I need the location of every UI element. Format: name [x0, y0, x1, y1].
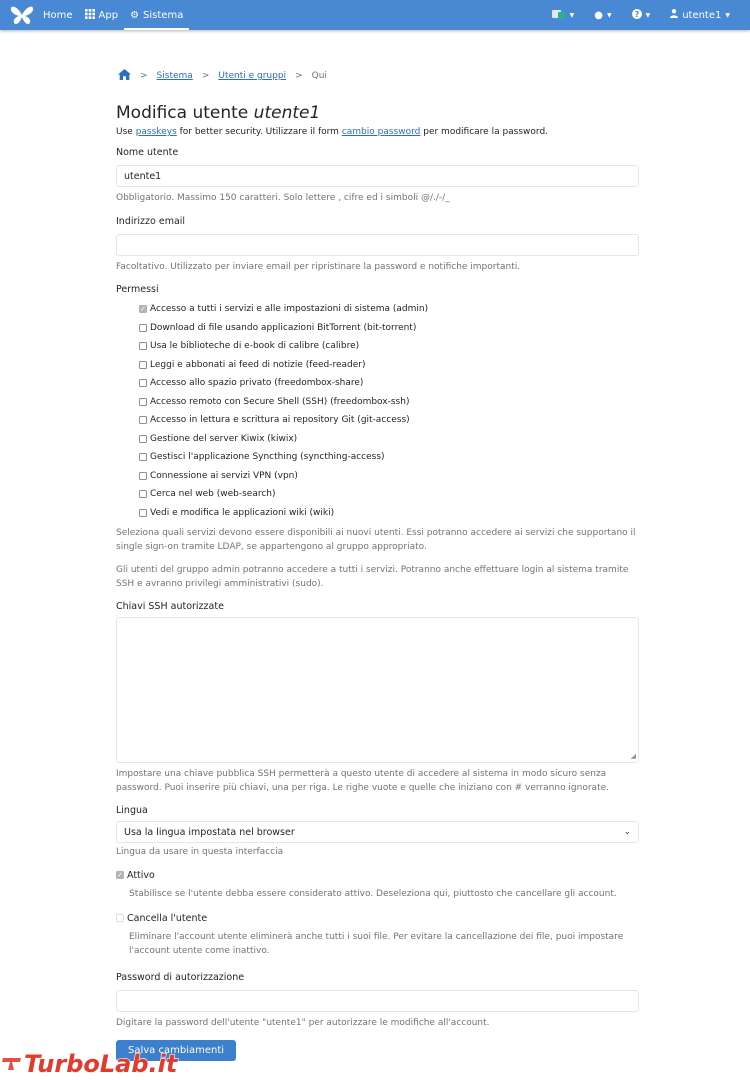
nav-home[interactable]: Home [43, 9, 73, 21]
permission-checkbox[interactable] [139, 379, 147, 387]
active-checkbox-row[interactable]: ✓ Attivo [117, 869, 155, 881]
active-help: Stabilisce se l'utente debba essere considerato attivo. Deseleziona qui, piuttosto che cancellare gli account. [129, 888, 617, 899]
auth-password-input[interactable] [116, 990, 639, 1012]
home-icon[interactable] [118, 69, 131, 84]
permission-checkbox[interactable] [139, 398, 147, 406]
breadcrumb-current: Qui [311, 71, 327, 81]
active-checkbox[interactable]: ✓ [117, 871, 123, 879]
dot-icon: ● [594, 9, 603, 21]
breadcrumb-users-groups[interactable]: Utenti e gruppi [218, 71, 287, 81]
permission-item[interactable] [139, 300, 639, 319]
permission-item[interactable] [139, 467, 639, 486]
permission-item[interactable] [139, 374, 639, 393]
permission-checkbox[interactable] [139, 472, 147, 480]
permission-label: Accesso in lettura e scrittura ai repository Git (git-access) [150, 415, 410, 426]
ssh-keys-textarea[interactable] [116, 617, 639, 763]
nav-apps[interactable]: App [79, 0, 125, 30]
ssh-keys-help: Impostare una chiave pubblica SSH permetterà a questo utente di accedere al sistema in modo sicuro senza password. Puoi inserire più chiavi, una per riga. Le righe vuote e quelle che iniziano con # verranno ignorate. [116, 769, 609, 793]
email-help: Facoltativo. Utilizzato per inviare email per ripristinare la password e notifiche importanti. [116, 261, 521, 272]
permission-checkbox[interactable] [139, 342, 147, 350]
svg-text:?: ? [634, 9, 639, 19]
user-menu[interactable]: utente1 ▼ [660, 0, 740, 30]
chevron-down-icon: ▼ [606, 11, 612, 19]
nav-system[interactable]: ⚙ Sistema [124, 0, 189, 30]
permission-item[interactable] [139, 393, 639, 412]
freedombox-logo-icon[interactable] [9, 4, 35, 26]
permission-label: Vedi e modifica le applicazioni wiki (wiki) [150, 507, 335, 518]
chevron-down-icon: ▼ [569, 11, 575, 19]
grid-icon [85, 9, 95, 22]
permissions-help-1: Seleziona quali servizi devono essere disponibili ai nuovi utenti. Essi potranno accedere ai servizi che supportano il single sign-on tramite LDAP, se appartengono al gruppo appropriato. [116, 528, 636, 552]
permission-label: Accesso remoto con Secure Shell (SSH) (freedombox-ssh) [150, 396, 410, 407]
permissions-label: Permessi [116, 284, 159, 295]
main-content [116, 68, 639, 1061]
ssh-keys-label: Chiavi SSH autorizzate [116, 601, 224, 612]
permission-label: Connessione ai servizi VPN (vpn) [150, 470, 298, 481]
permission-item[interactable] [139, 485, 639, 504]
permission-item[interactable] [139, 337, 639, 356]
permission-item[interactable] [139, 319, 639, 338]
top-navbar [0, 0, 750, 30]
permission-label: Gestisci l'applicazione Syncthing (syncthing-access) [150, 452, 385, 463]
notification-icon [552, 9, 566, 22]
passkeys-link[interactable]: passkeys [135, 127, 177, 137]
permission-checkbox[interactable] [139, 490, 147, 498]
permission-checkbox[interactable] [139, 435, 147, 443]
permission-label: Gestione del server Kiwix (kiwix) [150, 433, 298, 444]
watermark-text: TurboLab.it [24, 1050, 178, 1078]
permission-label: Usa le biblioteche di e-book di calibre (calibre) [150, 341, 360, 352]
email-label: Indirizzo email [116, 215, 186, 227]
permission-label: Accesso a tutti i servizi e alle impostazioni di sistema (admin) [150, 304, 429, 315]
permission-item[interactable] [139, 430, 639, 449]
permission-item[interactable] [139, 356, 639, 375]
permission-checkbox[interactable] [139, 361, 147, 369]
permission-checkbox[interactable]: ✓ [140, 305, 146, 314]
permission-item[interactable] [139, 448, 639, 467]
save-changes-button[interactable]: Salva cambiamenti [116, 1040, 236, 1061]
help-icon [632, 9, 642, 22]
permission-item[interactable] [139, 504, 639, 523]
status-menu[interactable] [584, 0, 621, 30]
gear-icon: ⚙ [130, 9, 140, 21]
navbar-right [542, 0, 750, 30]
permission-checkbox[interactable] [139, 416, 147, 424]
permission-label: Download di file usando applicazioni BitTorrent (bit-torrent) [150, 322, 417, 333]
email-input[interactable] [116, 234, 639, 256]
resize-grip-icon[interactable]: ◢ [630, 752, 636, 760]
intro-text: Use passkeys for better security. Utilizzare il form cambio password per modificare la password. [116, 127, 549, 137]
permission-checkbox[interactable] [139, 453, 147, 461]
delete-help: Eliminare l'account utente eliminerà anche tutti i suoi file. Per evitare la cancellazione dei file, puoi impostare l'account utente come inattivo. [129, 931, 624, 956]
notifications-menu[interactable] [542, 0, 585, 30]
breadcrumb-system[interactable]: Sistema [156, 71, 193, 81]
permission-label: Leggi e abbonati ai feed di notizie (feed-reader) [150, 359, 366, 370]
chevron-down-icon: ▼ [725, 11, 730, 19]
permissions-help-2: Gli utenti del gruppo admin potranno accedere a tutti i servizi. Potranno anche effettuare login al sistema tramite SSH e avranno privilegi amministrativi (sudo). [116, 565, 629, 589]
user-icon [670, 9, 678, 21]
change-password-link[interactable]: cambio password [341, 127, 421, 137]
turbolab-watermark [0, 1040, 200, 1080]
language-help: Lingua da usare in questa interfaccia [116, 847, 284, 857]
permission-label: Accesso allo spazio privato (freedombox-share) [150, 378, 364, 389]
permission-checkbox[interactable] [139, 324, 147, 332]
username-label: Nome utente [116, 147, 179, 158]
delete-checkbox[interactable] [116, 914, 124, 922]
delete-checkbox-row[interactable]: Cancella l'utente [116, 913, 639, 924]
username-help: Obbligatorio. Massimo 150 caratteri. Solo lettere , cifre ed i simboli @/./-/_ [116, 193, 450, 203]
help-menu[interactable] [622, 0, 661, 30]
breadcrumb: > Sistema > Utenti e gruppi > Qui [118, 68, 639, 84]
language-label: Lingua [116, 805, 148, 816]
permission-item[interactable] [139, 411, 639, 430]
language-select[interactable]: Usa la lingua impostata nel browser ⌄ [116, 821, 639, 843]
permission-checkbox[interactable] [139, 509, 147, 517]
chevron-down-icon: ▼ [645, 11, 651, 19]
auth-password-label: Password di autorizzazione [116, 971, 245, 983]
chevron-down-icon: ⌄ [623, 827, 631, 837]
page-title: Modifica utente utente1 [116, 103, 321, 123]
permission-label: Cerca nel web (web-search) [150, 489, 276, 500]
auth-password-help: Digitare la password dell'utente "utente1" per autorizzare le modifiche all'account. [116, 1017, 490, 1028]
permissions-list [139, 300, 639, 522]
username-input[interactable]: utente1 [116, 165, 639, 187]
